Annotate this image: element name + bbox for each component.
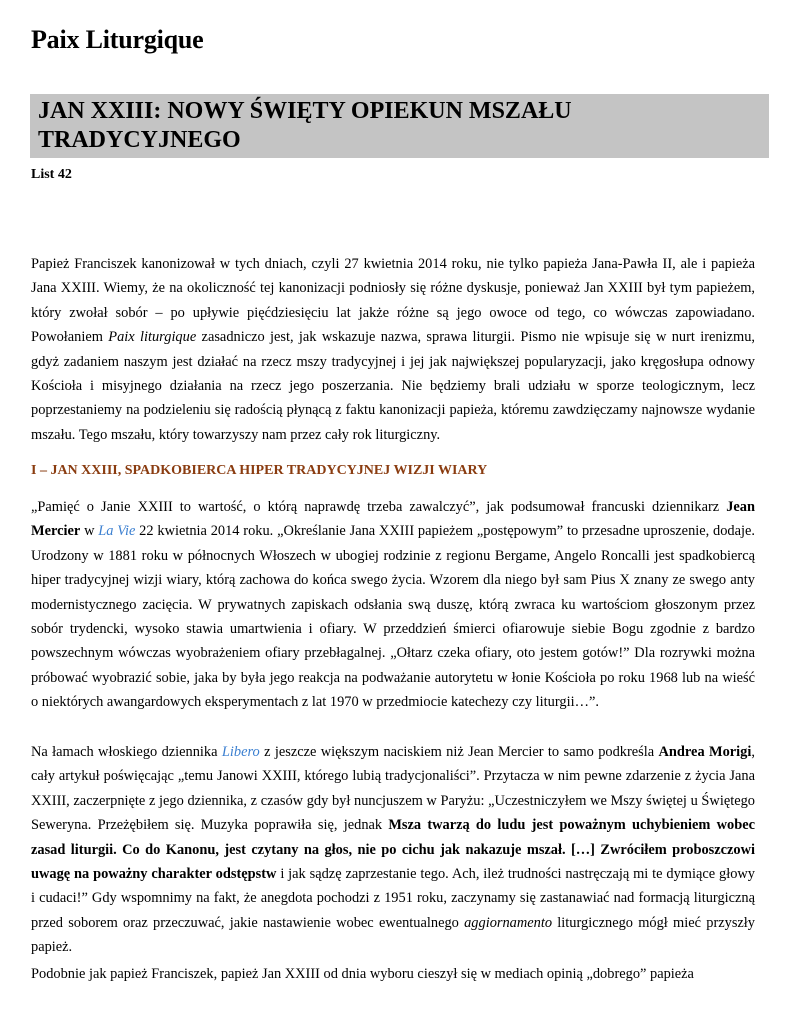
- section-heading: I – JAN XXIII, SPADKOBIERCA HIPER TRADYCYJNEJ WIZJI WIARY: [31, 463, 488, 478]
- publication-name: Paix liturgique: [108, 329, 197, 346]
- la-vie-link[interactable]: La Vie: [98, 523, 136, 540]
- article-title: JAN XXIII: NOWY ŚWIĘTY OPIEKUN MSZAŁU TRADYCYJNEGO: [38, 98, 572, 153]
- author-name: Jean Mercier: [31, 499, 755, 540]
- bold-quote: Msza twarzą do ludu jest poważnym uchybieniem wobec zasad liturgii. Co do Kanonu, jest czytany na głos, nie po cichu jak nakazuje mszał. […] Zwróciłem proboszczowi uwagę na poważny charakter odstępstw: [31, 817, 755, 883]
- issue-label: List 42: [31, 167, 72, 182]
- author-name: Andrea Morigi: [658, 744, 752, 760]
- body-paragraph-1: „Pamięć o Janie XXIII to wartość, o którą naprawdę trzeba zawalczyć”, jak podsumował francuski dziennikarz Jean Mercier w La Vie 22 kwietnia 2014 roku. „Określanie Jana XXIII papieżem „postępowym” to przesadne uproszenie, dodaje. Urodzony w 1881 roku w północnych Włoszech w ubogiej rodzinie z regionu Bergame, Angelo Roncalli jest spadkobiercą hiper tradycyjnej wizji wiary, którą zachowa do końca swego życia. Wzorem dla niego był sam Pius X znany ze swego anty modernistycznego zacięcia. W prywatnych zapiskach odsłania swą duszę, którą zwraca ku wartościom głoszonym przez sobór trydencki, wysoko stawia umartwienia i ofiary. W przeddzień śmierci ofiarowuje siebie Bogu zgodnie z bardzo powszechnym wówczas wyobrażeniem ofiary przebłagalnej. „Ołtarz czeka ofiary, oto jestem gotów!” Dla rozrywki można próbować wyobrazić sobie, jaka by była jego reakcja na podważanie autorytetu w łonie Kościoła po roku 1968 lub na wieść o niektórych awangardowych eksperymentach z lat 1970 w przedmiocie katechezy czy liturgii…”.: [31, 499, 755, 711]
- body-paragraph-3: Podobnie jak papież Franciszek, papież Jan XXIII od dnia wyboru cieszył się w mediach opinią „dobrego” papieża: [31, 966, 694, 982]
- libero-link[interactable]: Libero: [221, 744, 260, 760]
- body-paragraph-2: Na łamach włoskiego dziennika Libero z jeszcze większym naciskiem niż Jean Mercier to samo podkreśla Andrea Morigi, cały artykuł poświęcając „temu Janowi XXIII, którego lubią tradycjonaliści”. Przytacza w nim pewne zdarzenie z życia Jana XXIII, zaczerpnięte z jego dziennika, z czasów gdy był nuncjuszem w Paryżu: „Uczestniczyłem we Mszy świętej u Świętego Seweryna. Przeżębiłem się. Muzyka poprawiła się, jednak Msza twarzą do ludu jest poważnym uchybieniem wobec zasad liturgii. Co do Kanonu, jest czytany na głos, nie po cichu jak nakazuje mszał. […] Zwróciłem proboszczowi uwagę na poważny charakter odstępstw i jak sądzę zaprzestanie tego. Ach, ileż trudności nastręczają mi te dymiące głowy i cudaci!” Gdy wspomnimy na fakt, że anegdota pochodzi z 1951 roku, zaczynamy się zastanawiać nad formacją liturgiczną przed soborem oraz przeczuwać, jakie nastawienie wobec ewentualnego aggiornamento liturgicznego mógł mieć przyszły papież.: [31, 744, 756, 956]
- site-title: Paix Liturgique: [31, 25, 204, 54]
- italic-term: aggiornamento: [464, 914, 553, 931]
- intro-paragraph: Papież Franciszek kanonizował w tych dniach, czyli 27 kwietnia 2014 roku, nie tylko papieża Jana-Pawła II, ale i papieża Jana XXIII. Wiemy, że na okoliczność tej kanonizacji podniosły się różne dyskusje, ponieważ Jan XXIII był tym papieżem, który zwołał sobór – po upływie pięćdziesięciu lat jakże różne są jego owoce od tego, co wówczas zapowiadano. Powołaniem Paix liturgique zasadniczo jest, jak wskazuje nazwa, sprawa liturgii. Pismo nie wpisuje się w nurt irenizmu, gdyż zadaniem naszym jest działać na rzecz mszy tradycyjnej i jej jak największej popularyzacji, jako kręgosłupa odnowy Kościoła i misyjnego działania na rzecz jego poszerzania. Nie będziemy brali udziału w sporze teologicznym, lecz poprzestaniemy na podzieleniu się radością płynącą z faktu kanonizacji papieża, któremu zawdzięczamy najnowsze wydanie mszału. Tego mszału, który towarzyszy nam przez cały rok liturgiczny.: [31, 256, 755, 443]
